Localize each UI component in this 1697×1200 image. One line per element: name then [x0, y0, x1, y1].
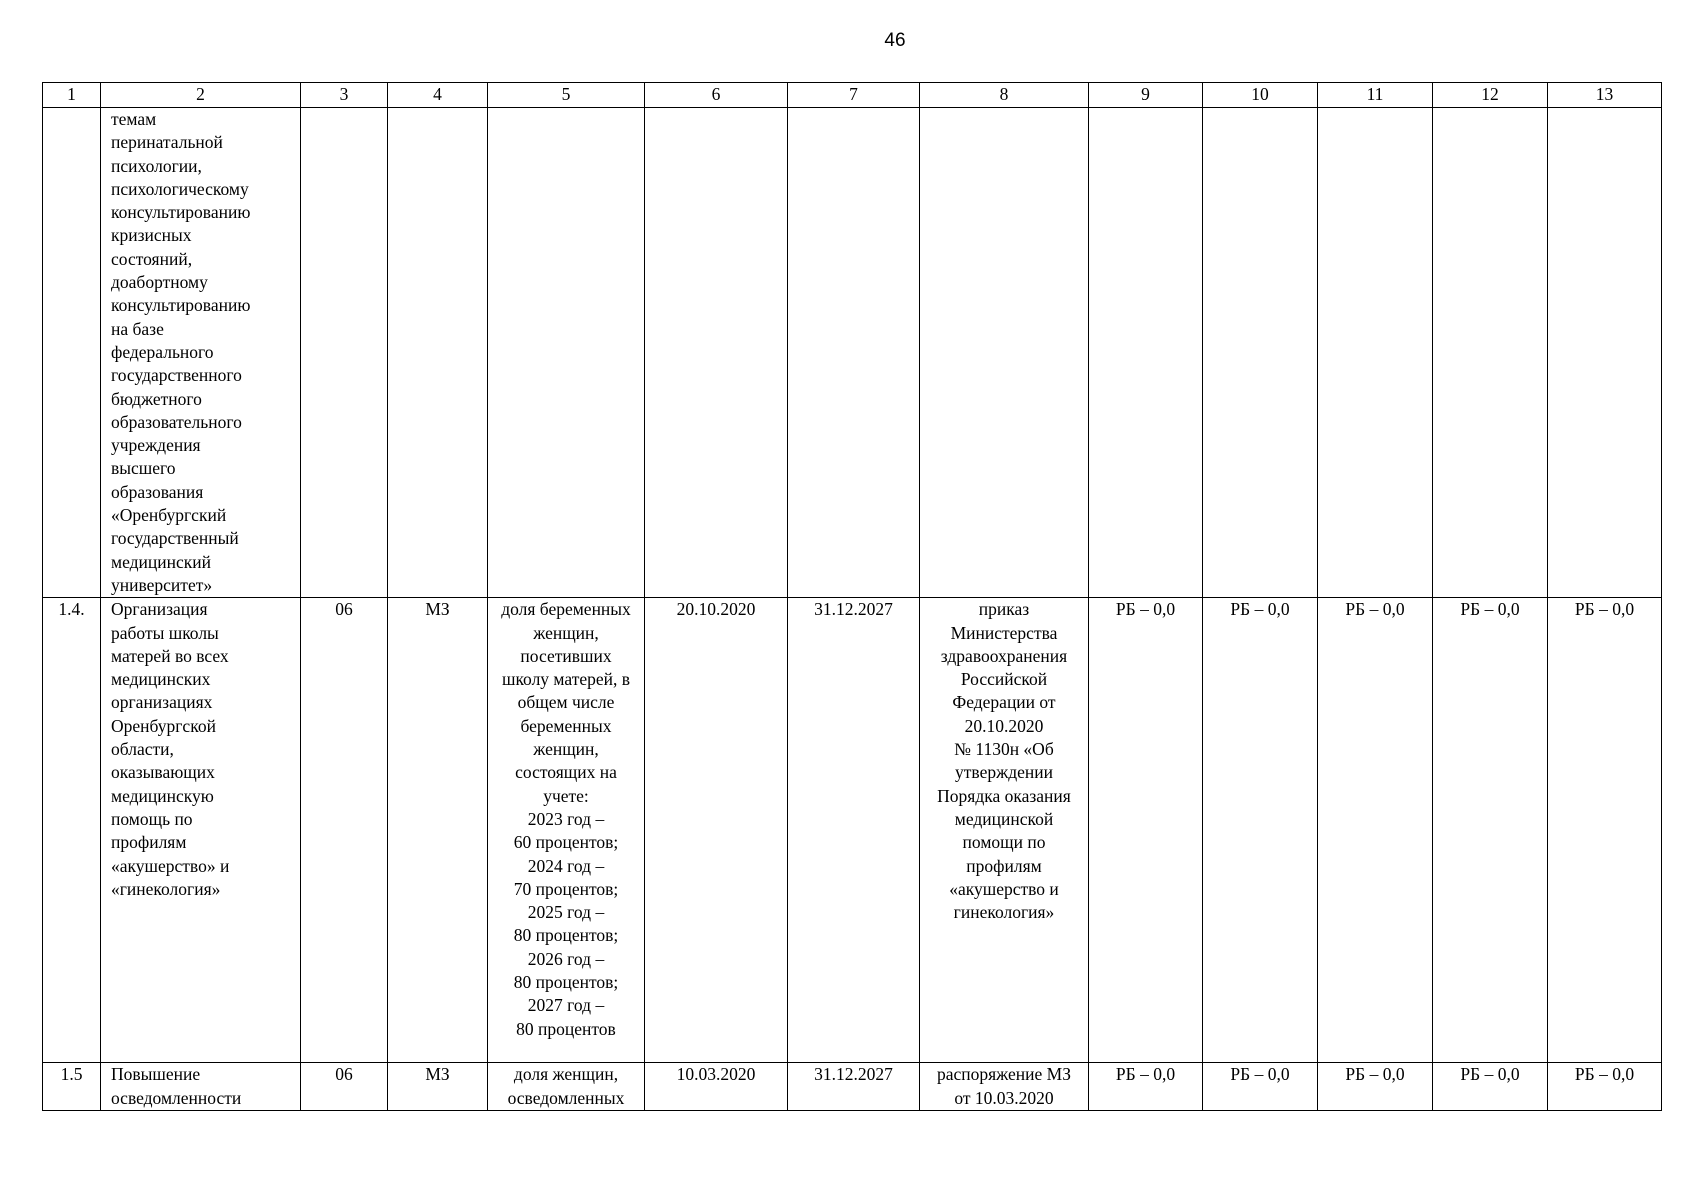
- legal-basis-cell: [920, 108, 1089, 598]
- column-header: 9: [1089, 83, 1203, 108]
- column-header: 2: [101, 83, 301, 108]
- indicator-cell: доля беременных женщин, посетивших школу матерей, в общем числе беременных женщин, состоящих на учете: 2023 год – 60 процентов; 2024 год – 70 процентов; 2025 год – 80 процентов; 2026 год – 80 процентов; 2027 год – 80 процентов: [488, 598, 645, 1063]
- funding-cell: [1433, 108, 1548, 598]
- column-header: 12: [1433, 83, 1548, 108]
- funding-cell: РБ – 0,0: [1318, 1063, 1433, 1111]
- column-header: 11: [1318, 83, 1433, 108]
- funding-cell: РБ – 0,0: [1548, 1063, 1662, 1111]
- table-row: [43, 598, 1662, 1063]
- legal-basis-cell: распоряжение МЗ от 10.03.2020: [920, 1063, 1089, 1111]
- row-number-cell: 1.5: [43, 1063, 101, 1111]
- indicator-cell: [488, 108, 645, 598]
- code-cell: 06: [301, 1063, 388, 1111]
- indicator-cell: доля женщин, осведомленных: [488, 1063, 645, 1111]
- column-header: 1: [43, 83, 101, 108]
- measure-name-cell: темам перинатальной психологии, психологическому консультированию кризисных состояний, доабортному консультированию на базе федерального государственного бюджетного образовательного учреждения высшего образования «Оренбургский государственный медицинский университет»: [101, 108, 301, 598]
- measures-table: [42, 82, 1662, 1111]
- table-row: [43, 1063, 1662, 1111]
- end-date-cell: 31.12.2027: [788, 598, 920, 1063]
- executor-cell: МЗ: [388, 598, 488, 1063]
- start-date-cell: 10.03.2020: [645, 1063, 788, 1111]
- funding-cell: РБ – 0,0: [1433, 1063, 1548, 1111]
- measure-name-cell: Организация работы школы матерей во всех медицинских организациях Оренбургской области, оказывающих медицинскую помощь по профилям «акушерство» и «гинекология»: [101, 598, 301, 1063]
- row-number-cell: [43, 108, 101, 598]
- measure-name-cell: Повышение осведомленности: [101, 1063, 301, 1111]
- row-number-cell: 1.4.: [43, 598, 101, 1063]
- funding-cell: РБ – 0,0: [1318, 598, 1433, 1063]
- funding-cell: [1318, 108, 1433, 598]
- end-date-cell: [788, 108, 920, 598]
- start-date-cell: [645, 108, 788, 598]
- end-date-cell: 31.12.2027: [788, 1063, 920, 1111]
- funding-cell: РБ – 0,0: [1433, 598, 1548, 1063]
- legal-basis-cell: приказ Министерства здравоохранения Российской Федерации от 20.10.2020 № 1130н «Об утверждении Порядка оказания медицинской помощи по профилям «акушерство и гинекология»: [920, 598, 1089, 1063]
- column-header: 4: [388, 83, 488, 108]
- table-header-row: [43, 83, 1662, 108]
- column-header: 10: [1203, 83, 1318, 108]
- column-header: 8: [920, 83, 1089, 108]
- funding-cell: [1203, 108, 1318, 598]
- executor-cell: МЗ: [388, 1063, 488, 1111]
- start-date-cell: 20.10.2020: [645, 598, 788, 1063]
- column-header: 13: [1548, 83, 1662, 108]
- code-cell: 06: [301, 598, 388, 1063]
- funding-cell: [1548, 108, 1662, 598]
- executor-cell: [388, 108, 488, 598]
- column-header: 3: [301, 83, 388, 108]
- column-header: 5: [488, 83, 645, 108]
- column-header: 7: [788, 83, 920, 108]
- funding-cell: РБ – 0,0: [1089, 598, 1203, 1063]
- funding-cell: РБ – 0,0: [1089, 1063, 1203, 1111]
- funding-cell: РБ – 0,0: [1203, 1063, 1318, 1111]
- funding-cell: [1089, 108, 1203, 598]
- table-row: [43, 108, 1662, 598]
- funding-cell: РБ – 0,0: [1203, 598, 1318, 1063]
- column-header: 6: [645, 83, 788, 108]
- funding-cell: РБ – 0,0: [1548, 598, 1662, 1063]
- page-number: 46: [884, 30, 906, 51]
- code-cell: [301, 108, 388, 598]
